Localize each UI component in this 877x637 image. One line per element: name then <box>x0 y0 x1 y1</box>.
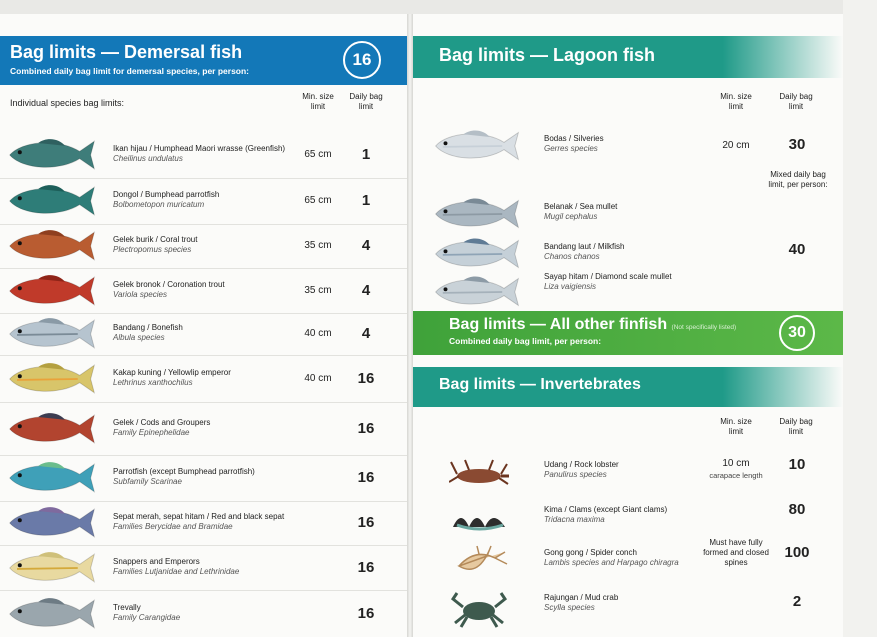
finfish-title <box>449 316 736 334</box>
species-daily-limit: 4 <box>361 237 371 254</box>
species-row <box>0 224 407 269</box>
species-name <box>113 418 291 438</box>
species-min-size: 40 cm <box>304 328 332 339</box>
species-min-size <box>703 538 769 568</box>
species-name <box>544 460 714 480</box>
species-daily-limit: 1 <box>361 192 371 209</box>
fish-illustration <box>6 315 98 358</box>
fish-illustration <box>431 128 523 169</box>
invert-banner <box>413 367 843 407</box>
fish-illustration <box>431 236 523 277</box>
col-header-limit: Daily bag limit <box>349 92 383 111</box>
species-name <box>544 242 674 262</box>
species-common-name: Kakap kuning / Yellowlip emperor <box>113 368 231 377</box>
species-scientific-name: Tridacna maxima <box>544 515 605 524</box>
species-common-name: Bandang laut / Milkfish <box>544 242 625 251</box>
species-name <box>544 202 674 222</box>
species-common-name: Trevally <box>113 603 141 612</box>
demersal-combined-limit: 16 <box>343 41 381 79</box>
species-min-size: 40 cm <box>304 373 332 384</box>
fish-illustration <box>6 410 98 453</box>
fish-illustration <box>6 595 98 637</box>
species-scientific-name: Mugil cephalus <box>544 212 598 221</box>
species-common-name: Gelek bronok / Coronation trout <box>113 280 225 289</box>
species-name <box>113 467 291 487</box>
species-name <box>544 548 714 568</box>
fish-illustration <box>6 182 98 225</box>
species-min-size-value: Must have fully formed and closed spines <box>703 538 769 567</box>
species-scientific-name: Chanos chanos <box>544 252 600 261</box>
fish-illustration <box>6 136 98 179</box>
demersal-title: Bag limits — Demersal fish <box>10 42 243 62</box>
lagoon-mixed-label: Mixed daily bag limit, per person: <box>768 170 828 189</box>
species-daily-limit: 16 <box>357 469 375 486</box>
species-name <box>113 557 291 577</box>
species-scientific-name: Families Lutjanidae and Lethrinidae <box>113 567 240 576</box>
species-common-name: Snappers and Emperors <box>113 557 200 566</box>
finfish-note: (Not specifically listed) <box>671 324 737 331</box>
lagoon-col-header-limit: Daily bag limit <box>779 92 813 111</box>
species-min-size-value: 10 cm <box>722 458 750 469</box>
invert-col-header-size: Min. size limit <box>720 417 752 436</box>
species-common-name: Parrotfish (except Bumphead parrotfish) <box>113 467 255 476</box>
species-min-size <box>703 458 769 482</box>
invert-title: Bag limits — Invertebrates <box>439 376 641 393</box>
species-daily-limit: 16 <box>357 605 375 622</box>
species-row <box>0 178 407 225</box>
species-daily-limit: 2 <box>792 593 802 610</box>
page-edge <box>843 0 877 637</box>
species-scientific-name: Gerres species <box>544 144 598 153</box>
species-row <box>0 355 407 403</box>
species-daily-limit: 16 <box>357 420 375 437</box>
species-daily-limit: 4 <box>361 325 371 342</box>
invert-species-row <box>413 454 843 498</box>
species-min-size: 35 cm <box>304 240 332 251</box>
invertebrate-illustration <box>449 501 509 542</box>
species-common-name: Dongol / Bumphead parrotfish <box>113 190 220 199</box>
species-name <box>544 134 674 154</box>
species-daily-limit: 16 <box>357 370 375 387</box>
species-name <box>113 235 291 255</box>
fish-illustration <box>6 360 98 403</box>
species-common-name: Gong gong / Spider conch <box>544 548 637 557</box>
lagoon-title: Bag limits — Lagoon fish <box>439 45 656 65</box>
invertebrate-illustration <box>449 589 509 634</box>
species-scientific-name: Lambis species and Harpago chiragra <box>544 558 679 567</box>
fish-illustration <box>6 504 98 547</box>
species-name <box>544 505 714 525</box>
species-row <box>0 268 407 314</box>
species-row <box>0 590 407 637</box>
species-min-size: 35 cm <box>304 285 332 296</box>
species-scientific-name: Families Berycidae and Bramidae <box>113 522 233 531</box>
lagoon-mixed-limit: 40 <box>788 241 806 258</box>
species-daily-limit: 10 <box>788 456 806 473</box>
species-scientific-name: Cheilinus undulatus <box>113 154 183 163</box>
species-common-name: Bandang / Bonefish <box>113 323 183 332</box>
lagoon-col-header-size: Min. size limit <box>720 92 752 111</box>
finfish-limit: 30 <box>779 315 815 351</box>
species-scientific-name: Panulirus species <box>544 470 607 479</box>
species-name <box>544 272 674 292</box>
species-name <box>113 144 291 164</box>
species-scientific-name: Family Carangidae <box>113 613 181 622</box>
species-name <box>113 368 291 388</box>
species-daily-limit: 4 <box>361 282 371 299</box>
species-common-name: Ikan hijau / Humphead Maori wrasse (Greenfish) <box>113 144 286 153</box>
species-name <box>113 280 291 300</box>
species-common-name: Sayap hitam / Diamond scale mullet <box>544 272 672 281</box>
invertebrate-illustration <box>449 456 509 497</box>
species-scientific-name: Variola species <box>113 290 167 299</box>
species-scientific-name: Bolbometopon muricatum <box>113 200 205 209</box>
invert-species-row <box>413 587 843 631</box>
invert-col-header-limit: Daily bag limit <box>779 417 813 436</box>
species-common-name: Rajungan / Mud crab <box>544 593 619 602</box>
finfish-banner <box>413 311 843 355</box>
fish-illustration <box>431 274 523 315</box>
right-page <box>413 14 843 637</box>
species-min-size: 20 cm <box>722 140 750 151</box>
demersal-subtitle: Combined daily bag limit for demersal species, per person: <box>10 66 250 76</box>
species-scientific-name: Liza vaigiensis <box>544 282 597 291</box>
species-daily-limit: 16 <box>357 559 375 576</box>
fish-illustration <box>6 227 98 270</box>
species-min-size: 65 cm <box>304 195 332 206</box>
finfish-subtitle: Combined daily bag limit, per person: <box>449 336 602 346</box>
species-row <box>0 313 407 356</box>
species-name <box>544 593 714 613</box>
species-scientific-name: Albula species <box>113 333 165 342</box>
species-min-size-note: carapace length <box>709 471 763 480</box>
species-scientific-name: Plectropomus species <box>113 245 192 254</box>
invertebrate-illustration <box>449 544 509 585</box>
section-label: Individual species bag limits: <box>10 98 125 108</box>
species-row <box>0 501 407 546</box>
species-scientific-name: Lethrinus xanthochilus <box>113 378 193 387</box>
species-daily-limit: 100 <box>784 544 810 561</box>
invert-species-row <box>413 538 843 586</box>
lagoon-species-row <box>413 272 843 312</box>
fish-illustration <box>6 459 98 502</box>
col-header-size: Min. size limit <box>302 92 334 111</box>
left-page <box>0 14 407 637</box>
species-common-name: Sepat merah, sepat hitam / Red and black sepat <box>113 512 285 521</box>
lagoon-species-row <box>413 194 843 234</box>
demersal-banner <box>0 36 407 85</box>
species-common-name: Bodas / Silveries <box>544 134 604 143</box>
species-daily-limit: 80 <box>788 501 806 518</box>
species-common-name: Gelek burik / Coral trout <box>113 235 198 244</box>
species-daily-limit: 1 <box>361 146 371 163</box>
species-row <box>0 455 407 502</box>
species-name <box>113 512 291 532</box>
fish-illustration <box>6 272 98 315</box>
species-scientific-name: Family Epinephelidae <box>113 428 190 437</box>
species-daily-limit: 30 <box>788 136 806 153</box>
species-common-name: Udang / Rock lobster <box>544 460 619 469</box>
species-common-name: Kima / Clams (except Giant clams) <box>544 505 668 514</box>
species-min-size: 65 cm <box>304 149 332 160</box>
species-common-name: Belanak / Sea mullet <box>544 202 618 211</box>
invert-species-row <box>413 499 843 543</box>
lagoon-species-row <box>413 126 843 166</box>
species-row <box>0 132 407 179</box>
species-row <box>0 402 407 456</box>
species-daily-limit: 16 <box>357 514 375 531</box>
species-scientific-name: Subfamily Scarinae <box>113 477 182 486</box>
species-name <box>113 190 291 210</box>
fish-illustration <box>431 196 523 237</box>
finfish-title-text: Bag limits — All other finfish <box>449 316 668 333</box>
species-row <box>0 545 407 591</box>
species-common-name: Gelek / Cods and Groupers <box>113 418 211 427</box>
species-scientific-name: Scylla species <box>544 603 595 612</box>
lagoon-banner <box>413 36 843 78</box>
species-name <box>113 323 291 343</box>
species-name <box>113 603 291 623</box>
fish-illustration <box>6 549 98 592</box>
